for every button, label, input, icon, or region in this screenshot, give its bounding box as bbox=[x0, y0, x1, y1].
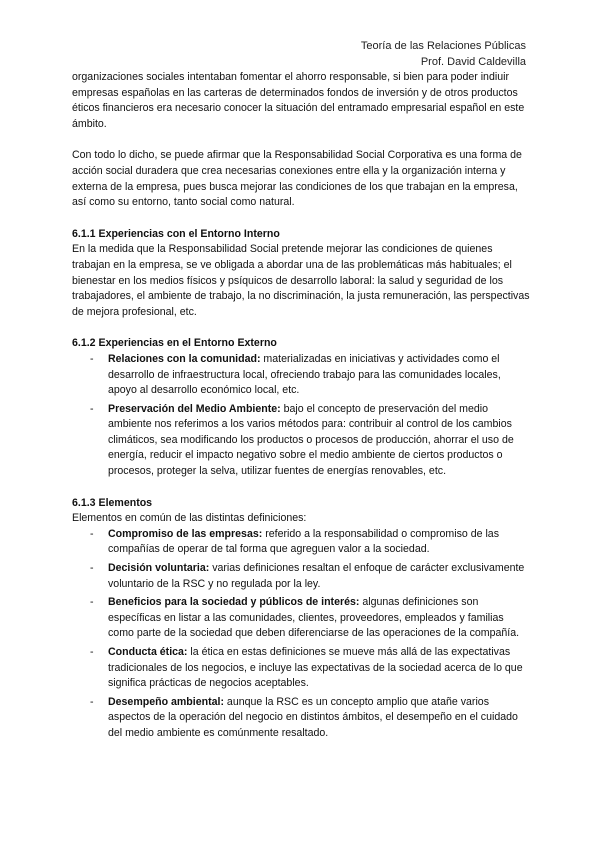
item-text: varias definiciones resaltan el enfoque de carácter exclusivamente voluntario de la RSC y no regulada por la ley. bbox=[108, 562, 525, 590]
page-body bbox=[72, 70, 532, 745]
heading-internal: 6.1.1 Experiencias con el Entorno Interno bbox=[72, 227, 280, 240]
list-item bbox=[72, 595, 532, 642]
professor-name: Prof. David Caldevilla bbox=[420, 56, 526, 68]
elements-list bbox=[72, 527, 532, 742]
list-item bbox=[72, 695, 532, 742]
list-dash: - bbox=[90, 695, 94, 708]
item-text: aunque la RSC es un concepto amplio que atañe varios aspectos de la operación del negocio en distintos ámbitos, el desempeño en el cuidado del medio ambiente es comúnmente resaltado. bbox=[108, 695, 518, 739]
item-term: Relaciones con la comunidad: bbox=[108, 352, 261, 365]
item-text: referido a la responsabilidad o compromiso de las compañías de operar de tal forma que agreguen valor a la sociedad. bbox=[108, 527, 499, 556]
list-item bbox=[72, 402, 532, 480]
list-dash: - bbox=[90, 646, 94, 658]
list-dash: - bbox=[90, 402, 94, 415]
course-title: Teoría de las Relaciones Públicas bbox=[360, 40, 526, 52]
item-term: Decisión voluntaria: bbox=[108, 562, 210, 575]
item-term: Desempeño ambiental: bbox=[108, 695, 224, 708]
list-dash: - bbox=[90, 527, 94, 540]
item-text: la ética en estas definiciones se mueve más allá de las expectativas tradicionales de los negocios, e incluye las expectativas de la sociedad acerca de lo que significa prácticas de negocios aceptables. bbox=[108, 646, 523, 690]
list-item bbox=[72, 352, 532, 399]
item-term: Beneficios para la sociedad y públicos de interés: bbox=[108, 596, 360, 609]
item-text: bajo el concepto de preservación del medio ambiente nos referimos a los varios métodos para: contribuir al control de los cambios climáticos, sea modificando los productos o procesos de producción, ahorrar el uso de energía, reducir el impacto negativo sobre el medio ambiente de ciertos productos o procesos, proteger la selva, utilizar fuentes de energías renovables, etc. bbox=[108, 402, 514, 478]
item-term: Conducta ética: bbox=[108, 646, 188, 658]
list-item bbox=[72, 527, 532, 558]
list-item bbox=[72, 561, 532, 592]
list-dash: - bbox=[90, 596, 94, 609]
heading-elements: 6.1.3 Elementos bbox=[72, 496, 153, 509]
item-term: Compromiso de las empresas: bbox=[108, 527, 263, 540]
intro-paragraph-1: organizaciones sociales intentaban fomentar el ahorro responsable, si bien para poder indiuir empresas españolas en las carteras de determinados fondos de inversión y de otros productos éticos financieros era necesario conocer la situación del entramado empresarial español en este ámbito. bbox=[72, 71, 525, 130]
list-item bbox=[72, 645, 532, 692]
elements-intro: Elementos en común de las distintas definiciones: bbox=[72, 512, 307, 525]
intro-paragraph-2: Con todo lo dicho, se puede afirmar que la Responsabilidad Social Corporativa es una forma de acción social duradera que crea necesarias conexiones entre ella y la organización interna y externa de la empresa, pues busca mejorar las condiciones de los que trabajan en la empresa, así como su entorno, tanto social como natural. bbox=[72, 149, 522, 209]
list-dash: - bbox=[90, 562, 94, 575]
heading-external: 6.1.2 Experiencias en el Entorno Externo bbox=[72, 337, 277, 350]
page-header bbox=[361, 38, 526, 70]
external-list bbox=[72, 352, 532, 480]
item-text: algunas definiciones son específicas en listar a las comunidades, clientes, proveedores, empleados y familias como parte de la sociedad que deben diferenciarse de las operaciones de la compañía. bbox=[108, 596, 520, 640]
internal-body: En la medida que la Responsabilidad Social pretende mejorar las condiciones de quienes trabajan en la empresa, se ve obligada a abordar una de las problemáticas más habituales; el bienestar en los medios físicos y psíquicos de desarrollo laboral: la salud y seguridad de los trabajadores, el ambiente de trabajo, la no discriminación, la justa remuneración, las perspectivas de mejora profesional, etc. bbox=[72, 243, 530, 318]
list-dash: - bbox=[90, 352, 94, 365]
item-term: Preservación del Medio Ambiente: bbox=[108, 402, 281, 415]
item-text: materializadas en iniciativas y actividades como el desarrollo de infraestructura local, ofreciendo trabajo para las comunidades locales, apoyo al desarrollo económico local, etc. bbox=[108, 352, 501, 397]
